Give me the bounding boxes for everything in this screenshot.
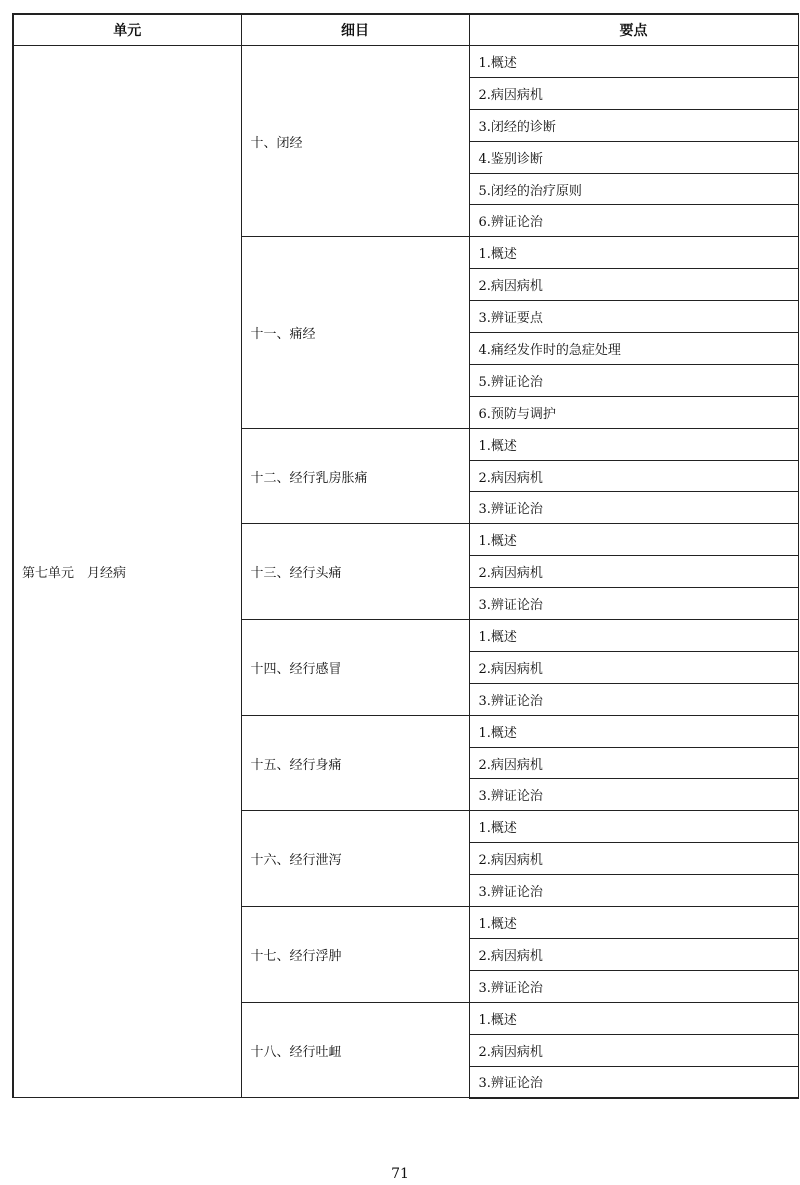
point-cell: 3.辨证论治 — [469, 1066, 798, 1098]
point-cell: 3.闭经的诊断 — [469, 109, 798, 141]
point-cell: 2.病因病机 — [469, 77, 798, 109]
page-number: 71 — [391, 1166, 409, 1182]
point-cell: 3.辨证论治 — [469, 970, 798, 1002]
point-cell: 5.辨证论治 — [469, 364, 798, 396]
table-row — [13, 46, 798, 78]
point-cell: 2.病因病机 — [469, 651, 798, 683]
table-body — [13, 46, 798, 1098]
item-title-cell: 十六、经行泄泻 — [241, 811, 469, 907]
point-cell: 3.辨证论治 — [469, 588, 798, 620]
header-item: 细目 — [241, 14, 469, 46]
point-cell: 4.鉴别诊断 — [469, 141, 798, 173]
point-cell: 1.概述 — [469, 811, 798, 843]
header-unit: 单元 — [13, 14, 241, 46]
syllabus-table — [12, 13, 799, 1099]
point-cell: 6.预防与调护 — [469, 396, 798, 428]
item-title-cell: 十七、经行浮肿 — [241, 907, 469, 1003]
point-cell: 5.闭经的治疗原则 — [469, 173, 798, 205]
point-cell: 1.概述 — [469, 524, 798, 556]
item-title-cell: 十四、经行感冒 — [241, 620, 469, 716]
point-cell: 1.概述 — [469, 1002, 798, 1034]
item-title-cell: 十二、经行乳房胀痛 — [241, 428, 469, 524]
point-cell: 2.病因病机 — [469, 556, 798, 588]
item-title-cell: 十一、痛经 — [241, 237, 469, 428]
point-cell: 1.概述 — [469, 237, 798, 269]
point-cell: 3.辨证论治 — [469, 683, 798, 715]
item-title-cell: 十五、经行身痛 — [241, 715, 469, 811]
point-cell: 2.病因病机 — [469, 1034, 798, 1066]
item-title-cell: 十三、经行头痛 — [241, 524, 469, 620]
point-cell: 1.概述 — [469, 46, 798, 78]
point-cell: 2.病因病机 — [469, 269, 798, 301]
point-cell: 1.概述 — [469, 715, 798, 747]
point-cell: 3.辨证论治 — [469, 779, 798, 811]
point-cell: 4.痛经发作时的急症处理 — [469, 333, 798, 365]
point-cell: 2.病因病机 — [469, 843, 798, 875]
point-cell: 2.病因病机 — [469, 460, 798, 492]
item-title-cell: 十、闭经 — [241, 46, 469, 237]
item-title-cell: 十八、经行吐衄 — [241, 1002, 469, 1098]
point-cell: 1.概述 — [469, 907, 798, 939]
point-cell: 2.病因病机 — [469, 747, 798, 779]
point-cell: 2.病因病机 — [469, 938, 798, 970]
header-row — [13, 14, 798, 46]
unit-cell: 第七单元 月经病 — [13, 46, 241, 1098]
point-cell: 3.辨证论治 — [469, 492, 798, 524]
point-cell: 1.概述 — [469, 428, 798, 460]
point-cell: 6.辨证论治 — [469, 205, 798, 237]
header-points: 要点 — [469, 14, 798, 46]
point-cell: 3.辨证论治 — [469, 875, 798, 907]
point-cell: 1.概述 — [469, 620, 798, 652]
point-cell: 3.辨证要点 — [469, 301, 798, 333]
